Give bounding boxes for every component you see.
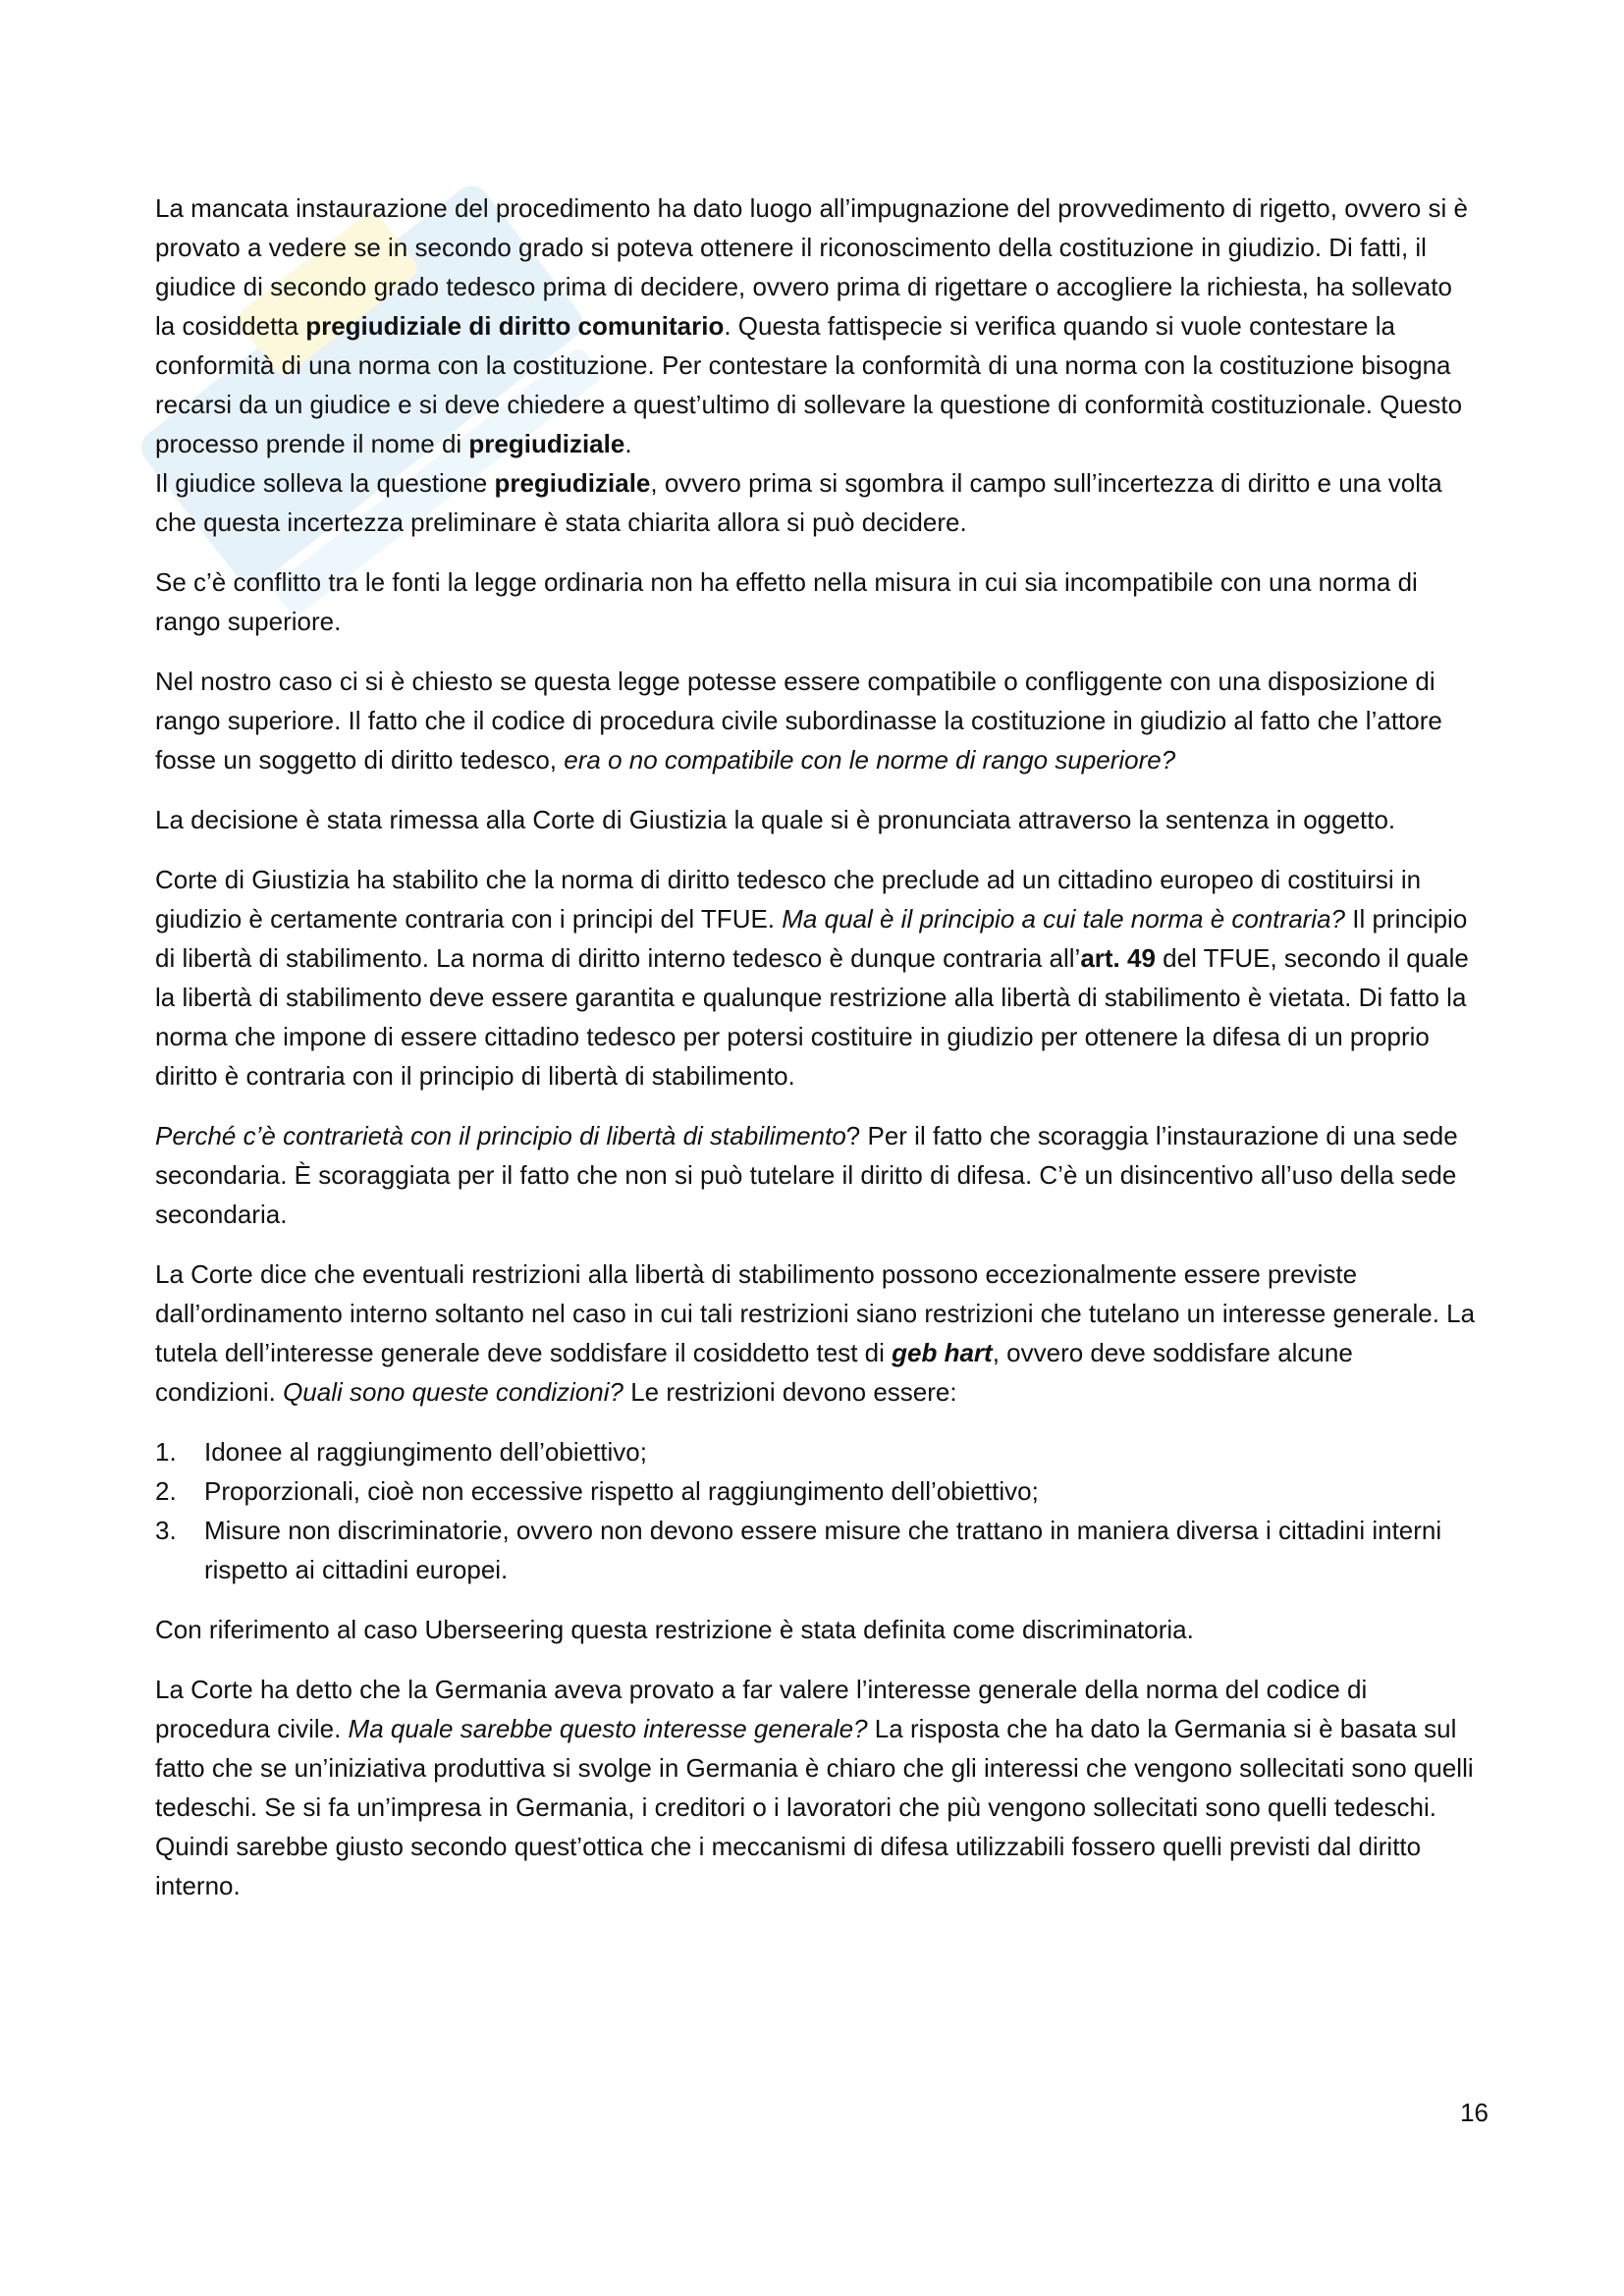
paragraph-text: del TFUE, secondo il quale la libertà di stabilimento deve essere garantita e qualunque restrizione alla libertà di stabilimento è vietata. Di fatto la norma che impone di essere cittadino tedesco per potersi costituire in giudizio per ottenere la difesa di un proprio diritto è contraria con il principio di libertà di stabilimento.: [155, 943, 1469, 1091]
paragraph-nostro-caso: [155, 662, 1477, 779]
italic-question: Quali sono queste condizioni?: [283, 1377, 623, 1407]
list-item-text: Proporzionali, cioè non eccessive rispetto al raggiungimento dell’obiettivo;: [204, 1476, 1039, 1506]
paragraph-corte-giustizia: [155, 860, 1477, 1095]
conditions-list: [155, 1432, 1477, 1589]
paragraph-decisione: La decisione è stata rimessa alla Corte di Giustizia la quale si è pronunciata attraverso la sentenza in oggetto.: [155, 805, 1396, 834]
bold-italic-term-geb-hart: geb hart: [892, 1338, 993, 1367]
list-item-text: Misure non discriminatorie, ovvero non devono essere misure che trattano in maniera diversa i cittadini interni rispetto ai cittadini europei.: [204, 1516, 1442, 1584]
document-body: [155, 188, 1477, 1926]
list-item-number: 1.: [155, 1437, 177, 1467]
bold-term-pregiudiziale: pregiudiziale: [468, 429, 625, 458]
paragraph-text: La Corte dice che eventuali restrizioni alla libertà di stabilimento possono eccezionalmente essere previste dall’ordinamento interno soltanto nel caso in cui tali restrizioni siano restrizioni che tutelano un interesse generale. La tutela dell’interesse generale deve soddisfare il cosiddetto test di: [155, 1259, 1476, 1367]
list-item-text: Idonee al raggiungimento dell’obiettivo;: [204, 1437, 647, 1467]
page-number: 16: [1460, 2098, 1489, 2127]
paragraph-text: , ovvero prima si sgombra il campo sull’incertezza di diritto e una volta che questa incertezza preliminare è stata chiarita allora si può decidere.: [155, 468, 1442, 537]
paragraph-uberseering: Con riferimento al caso Uberseering questa restrizione è stata definita come discriminatoria.: [155, 1615, 1194, 1644]
paragraph-conflitto-fonti: Se c’è conflitto tra le fonti la legge ordinaria non ha effetto nella misura in cui sia incompatibile con una norma di rango superiore.: [155, 567, 1418, 636]
paragraph-restrizioni: [155, 1255, 1477, 1412]
paragraph-text: .: [624, 429, 632, 458]
paragraph-text: Il principio di libertà di stabilimento. La norma di diritto interno tedesco è dunque contraria all’: [155, 904, 1468, 973]
list-item: [155, 1471, 1477, 1511]
bold-term-pregiudiziale: pregiudiziale: [494, 468, 651, 498]
paragraph-text: . Questa fattispecie si verifica quando si vuole contestare la conformità di una norma con la costituzione. Per contestare la conformità di una norma con la costituzione bisogna recarsi da un giudice e si deve chiedere a quest’ultimo di sollevare la questione di conformità costituzionale. Questo processo prende il nome di: [155, 311, 1463, 458]
paragraph-text: La Corte ha detto che la Germania aveva provato a far valere l’interesse generale della norma del codice di procedura civile.: [155, 1675, 1368, 1743]
bold-article-reference: art. 49: [1080, 943, 1156, 973]
paragraph-text: La risposta che ha dato la Germania si è basata sul fatto che se un’iniziativa produttiva si svolge in Germania è chiaro che gli interessi che vengono sollecitati sono quelli tedeschi. Se si fa un’impresa in Germania, i creditori o i lavoratori che più vengono sollecitati sono quelli tedeschi. Quindi sarebbe giusto secondo quest’ottica che i meccanismi di difesa utilizzabili fossero quelli previsti dal diritto interno.: [155, 1714, 1474, 1900]
paragraph-text: , ovvero deve soddisfare alcune condizioni.: [155, 1338, 1353, 1407]
paragraph-text: Il giudice solleva la questione: [155, 468, 495, 498]
list-item: [155, 1511, 1477, 1589]
paragraph-text: Nel nostro caso ci si è chiesto se questa legge potesse essere compatibile o confliggente con una disposizione di rango superiore. Il fatto che il codice di procedura civile subordinasse la costituzione in giudizio al fatto che l’attore fosse un soggetto di diritto tedesco,: [155, 667, 1442, 774]
paragraph-contrarieta: [155, 1116, 1477, 1234]
italic-question: era o no compatibile con le norme di rango superiore?: [564, 745, 1176, 774]
paragraph-text: La mancata instaurazione del procedimento ha dato luogo all’impugnazione del provvedimento di rigetto, ovvero si è provato a vedere se in secondo grado si poteva ottenere il riconoscimento della costituzione in giudizio. Di fatti, il giudice di secondo grado tedesco prima di decidere, ovvero prima di rigettare o accogliere la richiesta, ha sollevato la cosiddetta: [155, 193, 1468, 341]
paragraph-text: Le restrizioni devono essere:: [623, 1377, 957, 1407]
paragraph-text: Corte di Giustizia ha stabilito che la norma di diritto tedesco che preclude ad un cittadino europeo di costituirsi in giudizio è certamente contraria con i principi del TFUE.: [155, 865, 1422, 934]
paragraph-germania: [155, 1670, 1477, 1905]
italic-question: Ma qual è il principio a cui tale norma è contraria?: [782, 904, 1346, 934]
list-item-number: 2.: [155, 1476, 177, 1506]
italic-question: Ma quale sarebbe questo interesse generale?: [348, 1714, 868, 1743]
italic-question: Perché c’è contrarietà con il principio di libertà di stabilimento: [155, 1121, 846, 1150]
bold-term-pregiudiziale-comunitario: pregiudiziale di diritto comunitario: [305, 311, 725, 341]
paragraph-pregiudiziale: [155, 188, 1477, 542]
paragraph-text: ? Per il fatto che scoraggia l’instaurazione di una sede secondaria. È scoraggiata per il fatto che non si può tutelare il diritto di difesa. C’è un disincentivo all’uso della sede secondaria.: [155, 1121, 1458, 1229]
list-item-number: 3.: [155, 1516, 177, 1545]
list-item: [155, 1432, 1477, 1471]
